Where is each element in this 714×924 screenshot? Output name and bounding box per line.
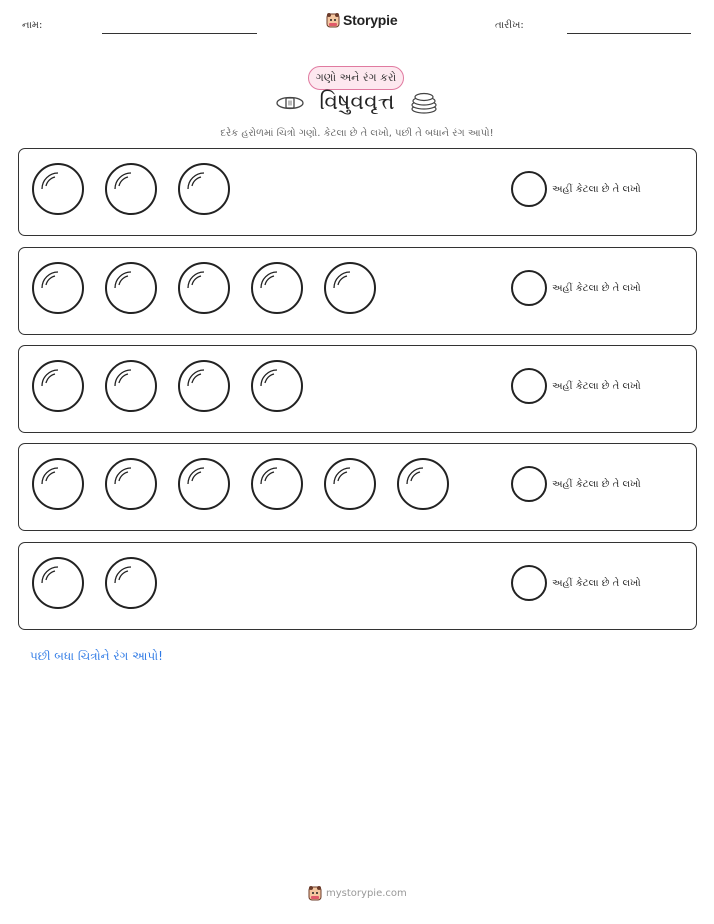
storypie-mascot-icon <box>308 885 322 901</box>
bubble-icon[interactable] <box>31 359 85 413</box>
bubble-icon[interactable] <box>250 359 304 413</box>
answer-area <box>511 368 641 404</box>
name-line[interactable] <box>102 33 257 34</box>
answer-area <box>511 466 641 502</box>
bubble-icon[interactable] <box>31 261 85 315</box>
bubble-icon[interactable] <box>323 261 377 315</box>
count-row-5 <box>18 542 697 630</box>
name-label: નામ: <box>22 20 43 31</box>
bubble-icon[interactable] <box>104 162 158 216</box>
site-footer <box>308 885 407 901</box>
answer-circle[interactable] <box>511 368 547 404</box>
answer-prompt: અહીં કેટલા છે તે લખો <box>552 577 641 589</box>
answer-circle[interactable] <box>511 171 547 207</box>
date-label: તારીખ: <box>495 20 524 31</box>
title-row <box>0 90 714 115</box>
bubble-icon[interactable] <box>250 457 304 511</box>
instructions: દરેક હરોળમાં ચિત્રો ગણો. કેટલા છે તે લખો, પછી તે બધાને રંગ આપો! <box>220 128 494 139</box>
bubble-group <box>31 457 450 511</box>
answer-prompt: અહીં કેટલા છે તે લખો <box>552 380 641 392</box>
site-url[interactable]: mystorypie.com <box>326 887 407 899</box>
storypie-mascot-icon <box>326 12 340 28</box>
bubble-group <box>31 359 304 413</box>
page-title: વિષુવવૃત્ત <box>319 90 395 115</box>
bubble-icon[interactable] <box>104 556 158 610</box>
answer-area <box>511 171 641 207</box>
bubble-icon[interactable] <box>323 457 377 511</box>
bubble-icon[interactable] <box>104 359 158 413</box>
answer-circle[interactable] <box>511 565 547 601</box>
count-row-4 <box>18 443 697 531</box>
answer-area <box>511 565 641 601</box>
answer-area <box>511 270 641 306</box>
bubble-icon[interactable] <box>177 359 231 413</box>
count-row-3 <box>18 345 697 433</box>
brand-logo <box>326 12 397 28</box>
bubble-group <box>31 556 158 610</box>
count-row-2 <box>18 247 697 335</box>
bubble-icon[interactable] <box>104 261 158 315</box>
bubble-icon[interactable] <box>31 457 85 511</box>
bubble-icon[interactable] <box>177 261 231 315</box>
bubble-icon[interactable] <box>177 457 231 511</box>
color-all-note: પછી બધા ચિત્રોને રંગ આપો! <box>30 649 163 663</box>
ring-icon <box>275 95 305 111</box>
brand-name: Storypie <box>343 12 398 28</box>
bubble-group <box>31 162 231 216</box>
bubble-icon[interactable] <box>396 457 450 511</box>
count-row-1 <box>18 148 697 236</box>
answer-circle[interactable] <box>511 466 547 502</box>
activity-badge: ગણો અને રંગ કરો <box>308 66 404 90</box>
bubble-icon[interactable] <box>250 261 304 315</box>
bubble-icon[interactable] <box>31 162 85 216</box>
bubble-icon[interactable] <box>104 457 158 511</box>
answer-prompt: અહીં કેટલા છે તે લખો <box>552 478 641 490</box>
bubble-icon[interactable] <box>177 162 231 216</box>
stacked-rings-icon <box>409 92 439 114</box>
answer-prompt: અહીં કેટલા છે તે લખો <box>552 282 641 294</box>
bubble-icon[interactable] <box>31 556 85 610</box>
answer-circle[interactable] <box>511 270 547 306</box>
answer-prompt: અહીં કેટલા છે તે લખો <box>552 183 641 195</box>
bubble-group <box>31 261 377 315</box>
date-line[interactable] <box>567 33 691 34</box>
